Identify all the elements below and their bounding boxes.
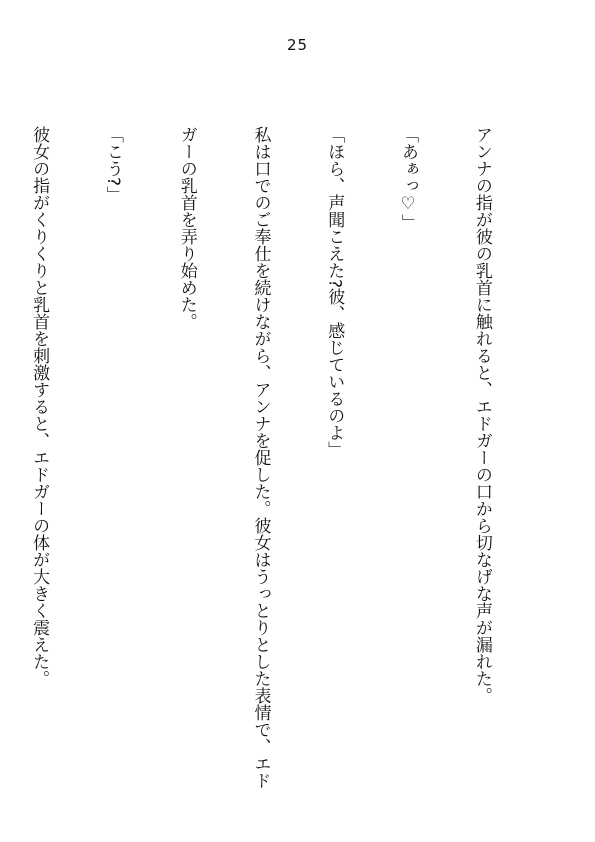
text-line: 彼女の指がくりくりと乳首を刺激すると、エドガーの体が大きく震えた。 [29,126,50,687]
text-line: 「ほら、声聞こえた?彼、感じているのよ」 [324,126,345,459]
page-number: 25 [286,36,309,54]
text-line: アンナの指が彼の乳首に触れると、エドガーの口から切なげな声が漏れた。 [471,126,492,704]
text-line: 「あぁっ♡」 [398,126,419,231]
text-line: 私は口でのご奉仕を続けながら、アンナを促した。彼女はうっとりとした表情で、エド [250,126,271,789]
novel-text-column [0,126,543,806]
text-line: 「こう?」 [102,126,123,204]
text-line: ガーの乳首を弄り始めた。 [176,126,197,330]
